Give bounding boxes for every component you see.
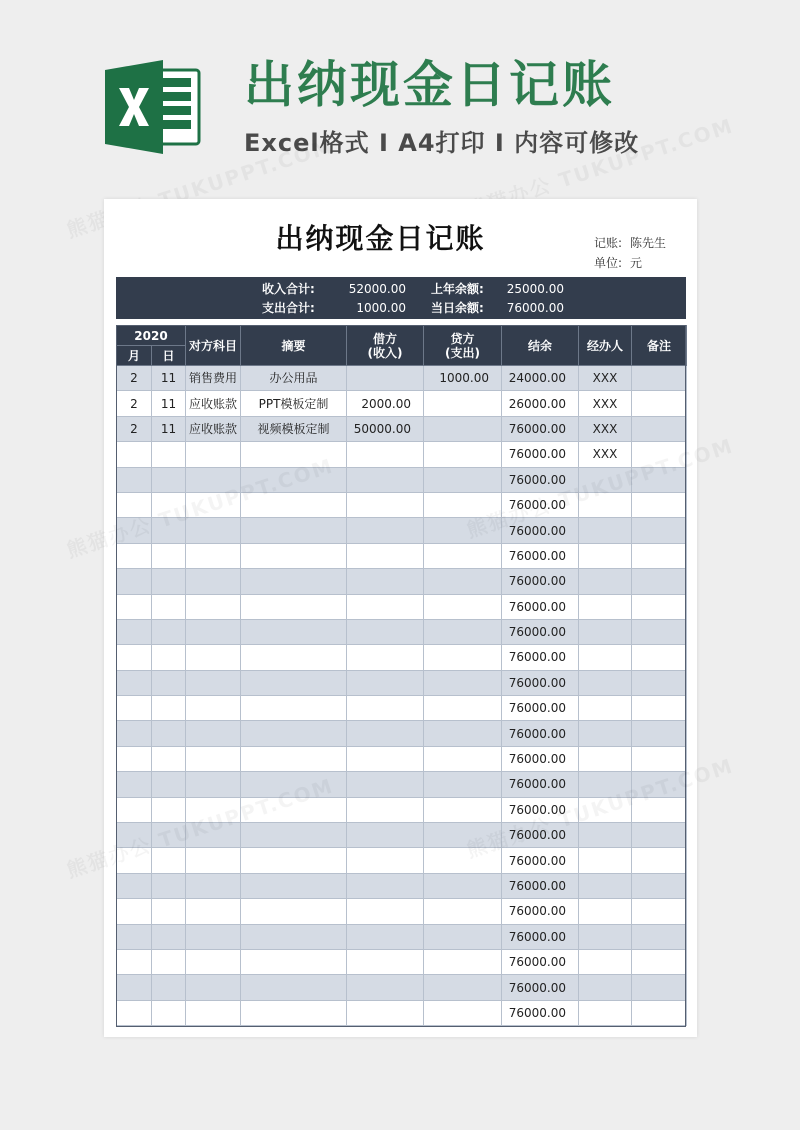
- day-cell[interactable]: [152, 949, 186, 974]
- handler-cell[interactable]: [579, 619, 632, 644]
- debit-cell[interactable]: [347, 873, 424, 898]
- balance-header: 结余: [502, 326, 579, 366]
- debit-cell[interactable]: [347, 543, 424, 568]
- account-cell[interactable]: [186, 721, 241, 746]
- month-cell[interactable]: [117, 975, 152, 1000]
- day-cell[interactable]: [152, 924, 186, 949]
- excel-icon: [103, 58, 203, 156]
- table-row: [117, 569, 687, 594]
- month-cell[interactable]: [117, 772, 152, 797]
- note-cell[interactable]: [632, 873, 687, 898]
- balance-cell[interactable]: 76000.00: [502, 645, 579, 670]
- document-title: 出纳现金日记账: [275, 222, 486, 255]
- table-row: [117, 442, 687, 467]
- balance-cell[interactable]: 76000.00: [502, 772, 579, 797]
- day-cell[interactable]: [152, 721, 186, 746]
- summary-cell[interactable]: [241, 924, 347, 949]
- day-cell[interactable]: [152, 772, 186, 797]
- debit-cell[interactable]: [347, 721, 424, 746]
- summary-cell[interactable]: [241, 899, 347, 924]
- credit-cell[interactable]: [424, 442, 502, 467]
- prev-balance-label: 上年余额:: [431, 282, 484, 296]
- balance-cell[interactable]: 76000.00: [502, 696, 579, 721]
- account-cell[interactable]: [186, 1000, 241, 1025]
- day-cell[interactable]: [152, 975, 186, 1000]
- handler-cell[interactable]: [579, 594, 632, 619]
- credit-cell[interactable]: [424, 645, 502, 670]
- month-cell[interactable]: [117, 873, 152, 898]
- table-row: [117, 873, 687, 898]
- debit-cell[interactable]: [347, 670, 424, 695]
- balance-cell[interactable]: 76000.00: [502, 924, 579, 949]
- debit-header-line1: 借方: [372, 331, 397, 346]
- handler-cell[interactable]: XXX: [579, 416, 632, 441]
- note-cell[interactable]: [632, 492, 687, 517]
- day-cell[interactable]: [152, 746, 186, 771]
- credit-cell[interactable]: [424, 416, 502, 441]
- handler-cell[interactable]: [579, 949, 632, 974]
- credit-cell[interactable]: [424, 467, 502, 492]
- ledger-body: [117, 366, 687, 1026]
- summary-cell[interactable]: [241, 645, 347, 670]
- handler-cell[interactable]: [579, 899, 632, 924]
- balance-cell[interactable]: 76000.00: [502, 518, 579, 543]
- note-cell[interactable]: [632, 899, 687, 924]
- table-row: [117, 848, 687, 873]
- table-row: [117, 899, 687, 924]
- credit-header-line2: (支出): [445, 345, 480, 360]
- balance-cell[interactable]: 76000.00: [502, 873, 579, 898]
- debit-header-line2: (收入): [367, 345, 403, 360]
- month-cell[interactable]: [117, 949, 152, 974]
- note-cell[interactable]: [632, 594, 687, 619]
- day-cell[interactable]: 11: [152, 366, 186, 391]
- credit-cell[interactable]: [424, 899, 502, 924]
- debit-cell[interactable]: [347, 467, 424, 492]
- debit-cell[interactable]: [347, 772, 424, 797]
- expense-total-value: 1000.00: [356, 301, 406, 315]
- debit-cell[interactable]: [347, 594, 424, 619]
- summary-cell[interactable]: [241, 543, 347, 568]
- summary-bar: [116, 277, 686, 319]
- debit-cell[interactable]: 2000.00: [347, 391, 424, 416]
- note-cell[interactable]: [632, 924, 687, 949]
- debit-cell[interactable]: 50000.00: [347, 416, 424, 441]
- handler-cell[interactable]: XXX: [579, 391, 632, 416]
- debit-cell[interactable]: [347, 797, 424, 822]
- month-cell[interactable]: [117, 670, 152, 695]
- balance-cell[interactable]: 76000.00: [502, 467, 579, 492]
- handler-cell[interactable]: [579, 569, 632, 594]
- summary-cell[interactable]: [241, 823, 347, 848]
- balance-cell[interactable]: 26000.00: [502, 391, 579, 416]
- account-cell[interactable]: [186, 848, 241, 873]
- credit-cell[interactable]: [424, 670, 502, 695]
- prev-balance-value: 25000.00: [506, 282, 564, 296]
- credit-cell[interactable]: [424, 1000, 502, 1025]
- account-cell[interactable]: [186, 975, 241, 1000]
- document-page: [104, 199, 697, 1037]
- note-cell[interactable]: [632, 1000, 687, 1025]
- handler-cell[interactable]: [579, 975, 632, 1000]
- debit-cell[interactable]: [347, 366, 424, 391]
- day-cell[interactable]: 11: [152, 391, 186, 416]
- account-cell[interactable]: [186, 899, 241, 924]
- summary-cell[interactable]: [241, 670, 347, 695]
- account-cell[interactable]: [186, 619, 241, 644]
- credit-cell[interactable]: [424, 949, 502, 974]
- month-cell[interactable]: [117, 569, 152, 594]
- unit-label: 单位:: [594, 256, 623, 270]
- day-cell[interactable]: [152, 619, 186, 644]
- bookkeeper-value: 陈先生: [630, 236, 667, 250]
- credit-cell[interactable]: [424, 797, 502, 822]
- handler-header: 经办人: [579, 326, 632, 366]
- account-cell[interactable]: [186, 949, 241, 974]
- credit-header: [424, 326, 502, 366]
- account-cell[interactable]: [186, 670, 241, 695]
- income-total-label: 收入合计:: [262, 282, 315, 296]
- credit-cell[interactable]: [424, 619, 502, 644]
- month-cell[interactable]: [117, 594, 152, 619]
- debit-cell[interactable]: [347, 949, 424, 974]
- day-cell[interactable]: [152, 594, 186, 619]
- account-cell[interactable]: [186, 569, 241, 594]
- note-cell[interactable]: [632, 569, 687, 594]
- summary-cell[interactable]: [241, 746, 347, 771]
- account-cell[interactable]: 应收账款: [186, 416, 241, 441]
- summary-cell[interactable]: [241, 949, 347, 974]
- month-cell[interactable]: 2: [117, 416, 152, 441]
- today-balance-value: 76000.00: [506, 301, 564, 315]
- note-cell[interactable]: [632, 543, 687, 568]
- summary-cell[interactable]: [241, 848, 347, 873]
- balance-cell[interactable]: 76000.00: [502, 543, 579, 568]
- handler-cell[interactable]: [579, 645, 632, 670]
- day-header: 日: [152, 346, 186, 366]
- balance-cell[interactable]: 76000.00: [502, 823, 579, 848]
- balance-cell[interactable]: 76000.00: [502, 848, 579, 873]
- debit-cell[interactable]: [347, 645, 424, 670]
- month-cell[interactable]: [117, 797, 152, 822]
- summary-cell[interactable]: [241, 873, 347, 898]
- summary-cell[interactable]: [241, 594, 347, 619]
- account-cell[interactable]: [186, 543, 241, 568]
- summary-cell[interactable]: [241, 1000, 347, 1025]
- bookkeeper-label: 记账:: [594, 236, 623, 250]
- debit-cell[interactable]: [347, 924, 424, 949]
- balance-cell[interactable]: 76000.00: [502, 569, 579, 594]
- balance-cell[interactable]: 24000.00: [502, 366, 579, 391]
- debit-cell[interactable]: [347, 823, 424, 848]
- unit-row: [594, 255, 642, 271]
- day-cell[interactable]: 11: [152, 416, 186, 441]
- balance-cell[interactable]: 76000.00: [502, 594, 579, 619]
- expense-total-label: 支出合计:: [262, 301, 315, 315]
- table-row: [117, 391, 687, 416]
- table-row: [117, 721, 687, 746]
- handler-cell[interactable]: [579, 746, 632, 771]
- ledger-table: [116, 325, 687, 1026]
- table-row: [117, 924, 687, 949]
- credit-cell[interactable]: [424, 772, 502, 797]
- balance-cell[interactable]: 76000.00: [502, 949, 579, 974]
- table-row: [117, 670, 687, 695]
- note-cell[interactable]: [632, 670, 687, 695]
- month-cell[interactable]: 2: [117, 366, 152, 391]
- note-cell[interactable]: [632, 518, 687, 543]
- debit-cell[interactable]: [347, 569, 424, 594]
- note-cell[interactable]: [632, 696, 687, 721]
- table-row: [117, 543, 687, 568]
- handler-cell[interactable]: XXX: [579, 366, 632, 391]
- table-row: [117, 975, 687, 1000]
- month-header: 月: [117, 346, 152, 366]
- day-cell[interactable]: [152, 442, 186, 467]
- month-cell[interactable]: [117, 721, 152, 746]
- balance-cell[interactable]: 76000.00: [502, 670, 579, 695]
- balance-cell[interactable]: 76000.00: [502, 442, 579, 467]
- table-row: [117, 696, 687, 721]
- account-cell[interactable]: [186, 746, 241, 771]
- handler-cell[interactable]: [579, 848, 632, 873]
- handler-cell[interactable]: [579, 670, 632, 695]
- credit-cell[interactable]: [424, 924, 502, 949]
- note-cell[interactable]: [632, 848, 687, 873]
- debit-cell[interactable]: [347, 619, 424, 644]
- month-cell[interactable]: [117, 899, 152, 924]
- summary-header: 摘要: [241, 326, 347, 366]
- credit-header-line1: 贷方: [450, 331, 475, 346]
- note-cell[interactable]: [632, 823, 687, 848]
- balance-cell[interactable]: 76000.00: [502, 492, 579, 517]
- note-cell[interactable]: [632, 949, 687, 974]
- handler-cell[interactable]: [579, 823, 632, 848]
- debit-cell[interactable]: [347, 518, 424, 543]
- account-cell[interactable]: [186, 442, 241, 467]
- summary-cell[interactable]: [241, 569, 347, 594]
- credit-cell[interactable]: [424, 975, 502, 1000]
- month-cell[interactable]: [117, 467, 152, 492]
- note-header: 备注: [632, 326, 687, 366]
- month-cell[interactable]: 2: [117, 391, 152, 416]
- balance-cell[interactable]: 76000.00: [502, 416, 579, 441]
- handler-cell[interactable]: [579, 873, 632, 898]
- note-cell[interactable]: [632, 619, 687, 644]
- debit-header: [347, 326, 424, 366]
- month-cell[interactable]: [117, 619, 152, 644]
- balance-cell[interactable]: 76000.00: [502, 746, 579, 771]
- debit-cell[interactable]: [347, 746, 424, 771]
- table-row: [117, 949, 687, 974]
- account-cell[interactable]: [186, 772, 241, 797]
- summary-cell[interactable]: [241, 721, 347, 746]
- credit-cell[interactable]: [424, 594, 502, 619]
- handler-cell[interactable]: [579, 696, 632, 721]
- day-cell[interactable]: [152, 645, 186, 670]
- banner-title: 出纳现金日记账: [244, 56, 615, 114]
- note-cell[interactable]: [632, 975, 687, 1000]
- balance-cell[interactable]: 76000.00: [502, 797, 579, 822]
- summary-cell[interactable]: [241, 696, 347, 721]
- summary-cell[interactable]: [241, 619, 347, 644]
- month-cell[interactable]: [117, 746, 152, 771]
- year-header: 2020: [117, 326, 186, 346]
- day-cell[interactable]: [152, 543, 186, 568]
- note-cell[interactable]: [632, 721, 687, 746]
- table-row: [117, 416, 687, 441]
- account-cell[interactable]: [186, 696, 241, 721]
- credit-cell[interactable]: [424, 746, 502, 771]
- debit-cell[interactable]: [347, 442, 424, 467]
- month-cell[interactable]: [117, 924, 152, 949]
- day-cell[interactable]: [152, 873, 186, 898]
- balance-cell[interactable]: 76000.00: [502, 899, 579, 924]
- table-row: [117, 645, 687, 670]
- balance-cell[interactable]: 76000.00: [502, 721, 579, 746]
- debit-cell[interactable]: [347, 492, 424, 517]
- month-cell[interactable]: [117, 696, 152, 721]
- summary-cell[interactable]: [241, 975, 347, 1000]
- table-row: [117, 746, 687, 771]
- account-cell[interactable]: 应收账款: [186, 391, 241, 416]
- debit-cell[interactable]: [347, 899, 424, 924]
- debit-cell[interactable]: [347, 696, 424, 721]
- account-cell[interactable]: [186, 594, 241, 619]
- credit-cell[interactable]: [424, 391, 502, 416]
- note-cell[interactable]: [632, 416, 687, 441]
- table-row: [117, 594, 687, 619]
- summary-cell[interactable]: [241, 518, 347, 543]
- balance-cell[interactable]: 76000.00: [502, 1000, 579, 1025]
- banner-subtitle: Excel格式 I A4打印 I 内容可修改: [244, 129, 640, 157]
- bookkeeper-row: [594, 235, 666, 251]
- note-cell[interactable]: [632, 366, 687, 391]
- today-balance-label: 当日余额:: [431, 301, 484, 315]
- handler-cell[interactable]: [579, 721, 632, 746]
- income-total-value: 52000.00: [348, 282, 406, 296]
- month-cell[interactable]: [117, 442, 152, 467]
- account-cell[interactable]: [186, 645, 241, 670]
- handler-cell[interactable]: [579, 543, 632, 568]
- credit-cell[interactable]: [424, 543, 502, 568]
- day-cell[interactable]: [152, 670, 186, 695]
- note-cell[interactable]: [632, 645, 687, 670]
- day-cell[interactable]: [152, 1000, 186, 1025]
- note-cell[interactable]: [632, 391, 687, 416]
- summary-cell[interactable]: 视频模板定制: [241, 416, 347, 441]
- handler-cell[interactable]: XXX: [579, 442, 632, 467]
- account-cell[interactable]: [186, 924, 241, 949]
- account-cell[interactable]: 销售费用: [186, 366, 241, 391]
- balance-cell[interactable]: 76000.00: [502, 619, 579, 644]
- month-cell[interactable]: [117, 645, 152, 670]
- table-row: [117, 619, 687, 644]
- credit-cell[interactable]: [424, 721, 502, 746]
- table-row: [117, 366, 687, 391]
- debit-cell[interactable]: [347, 1000, 424, 1025]
- credit-cell[interactable]: [424, 569, 502, 594]
- handler-cell[interactable]: [579, 518, 632, 543]
- credit-cell[interactable]: [424, 696, 502, 721]
- handler-cell[interactable]: [579, 924, 632, 949]
- handler-cell[interactable]: [579, 1000, 632, 1025]
- unit-value: 元: [630, 256, 643, 270]
- day-cell[interactable]: [152, 569, 186, 594]
- credit-cell[interactable]: 1000.00: [424, 366, 502, 391]
- account-cell[interactable]: [186, 873, 241, 898]
- credit-cell[interactable]: [424, 873, 502, 898]
- summary-cell[interactable]: PPT模板定制: [241, 391, 347, 416]
- banner: [0, 0, 800, 190]
- balance-cell[interactable]: 76000.00: [502, 975, 579, 1000]
- debit-cell[interactable]: [347, 975, 424, 1000]
- table-row: [117, 1000, 687, 1025]
- day-cell[interactable]: [152, 467, 186, 492]
- day-cell[interactable]: [152, 696, 186, 721]
- day-cell[interactable]: [152, 899, 186, 924]
- month-cell[interactable]: [117, 1000, 152, 1025]
- account-header: 对方科目: [186, 326, 241, 366]
- summary-cell[interactable]: 办公用品: [241, 366, 347, 391]
- debit-cell[interactable]: [347, 848, 424, 873]
- table-row: [117, 518, 687, 543]
